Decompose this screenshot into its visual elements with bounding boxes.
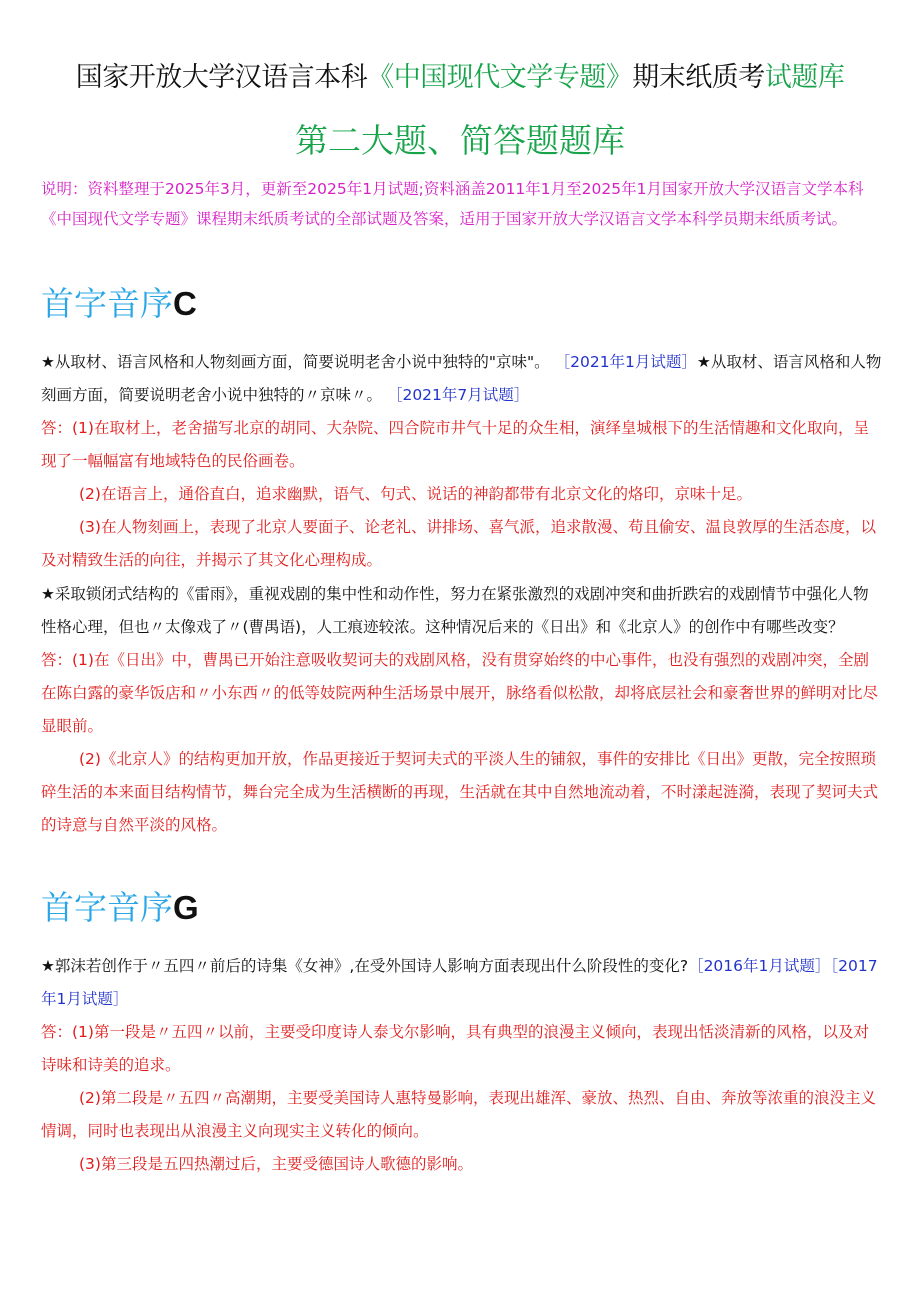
answer-line: (2)《北京人》的结构更加开放，作品更接近于契诃夫式的平淡人生的铺叙，事件的安排比《日出》更散，完全按照琐碎生活的本来面目结构情节，舞台完全成为生活横断的再现，生活就在其中自然地流动着，不时漾起涟漪，表现了契诃夫式的诗意与自然平淡的风格。 — [41, 750, 879, 834]
section-heading-letter: C — [173, 285, 197, 322]
question-text — [41, 950, 883, 1016]
document-title — [0, 58, 920, 98]
document-subtitle: 第二大题、简答题题库 — [295, 121, 625, 160]
answer-line: (2)在语言上，通俗直白，追求幽默，语气、句式、说话的神韵都带有北京文化的烙印，京味十足。 — [79, 485, 752, 503]
question-text — [41, 346, 883, 412]
title-part-school: 国家开放大学汉语言本科 — [75, 62, 368, 93]
section-heading-text: 首字音序 — [41, 284, 173, 323]
section-heading-letter: G — [173, 889, 199, 926]
answer-line: 答：(1)在取材上，老舍描写北京的胡同、大杂院、四合院市井气十足的众生相，演绎皇城根下的生活情趣和文化取向，呈现了一幅幅富有地域特色的民俗画卷。 — [41, 419, 869, 470]
exam-date-tag: ［2021年1月试题］ — [554, 353, 697, 371]
exam-date-tag: ［2016年1月试题］ — [688, 957, 831, 975]
section-heading-c — [41, 282, 197, 326]
exam-date-tag: ［2017年1月试题］ — [41, 957, 878, 1008]
question-text: ★采取锁闭式结构的《雷雨》，重视戏剧的集中性和动作性，努力在紧张激烈的戏剧冲突和曲折跌宕的戏剧情节中强化人物性格心理，但也〃太像戏了〃(曹禺语)，人工痕迹较浓。这种情况后来的《日出》和《北京人》的创作中有哪些改变？ — [41, 585, 869, 636]
title-part-course: 《中国现代文学专题》 — [367, 62, 633, 93]
title-part-exam: 期末纸质考 — [632, 62, 765, 93]
answer-line: 答：(1)第一段是〃五四〃以前，主要受印度诗人泰戈尔影响，具有典型的浪漫主义倾向，表现出恬淡清新的风格，以及对诗味和诗美的追求。 — [41, 1023, 869, 1074]
answer-line: (2)第二段是〃五四〃高潮期，主要受美国诗人惠特曼影响，表现出雄浑、豪放、热烈、自由、奔放等浓重的浪没主义情调，同时也表现出从浪漫主义向现实主义转化的倾向。 — [41, 1089, 876, 1140]
title-part-bank: 试题库 — [764, 62, 845, 93]
question-part: ★从取材、语言风格和人物刻画方面，简要说明老舍小说中独特的"京味"。 — [41, 353, 550, 371]
question-part: ★从取材、语言风格和人物刻画方面，简要说明老舍小说中独特的〃京味〃。 — [41, 353, 882, 404]
section-heading-text: 首字音序 — [41, 888, 173, 927]
answer-line: (3)第三段是五四热潮过后，主要受德国诗人歌德的影响。 — [79, 1155, 473, 1173]
qa-block-caoyu — [41, 578, 883, 842]
section-heading-g — [41, 886, 199, 930]
exam-date-tag: ［2021年7月试题］ — [386, 386, 530, 404]
qa-block-laoshe — [41, 346, 883, 577]
qa-block-guomoruo — [41, 950, 883, 1181]
question-part: ★郭沫若创作于〃五四〃前后的诗集《女神》,在受外国诗人影响方面表现出什么阶段性的变化? — [41, 957, 689, 975]
answer-line: 答：(1)在《日出》中，曹禺已开始注意吸收契诃夫的戏剧风格，没有贯穿始终的中心事件，也没有强烈的戏剧冲突，全剧在陈白露的豪华饭店和〃小东西〃的低等妓院两种生活场景中展开，脉络看似松散，却将底层社会和豪奢世界的鲜明对比尽显眼前。 — [41, 651, 879, 735]
document-note: 说明：资料整理于2025年3月，更新至2025年1月试题;资料涵盖2011年1月至2025年1月国家开放大学汉语言文学本科《中国现代文学专题》课程期末纸质考试的全部试题及答案，适用于国家开放大学汉语言文学本科学员期末纸质考试。 — [41, 180, 864, 228]
answer-line: (3)在人物刻画上，表现了北京人要面子、论老礼、讲排场、喜气派，追求散漫、苟且偷安、温良敦厚的生活态度，以及对精致生活的向往，并揭示了其文化心理构成。 — [41, 518, 876, 569]
